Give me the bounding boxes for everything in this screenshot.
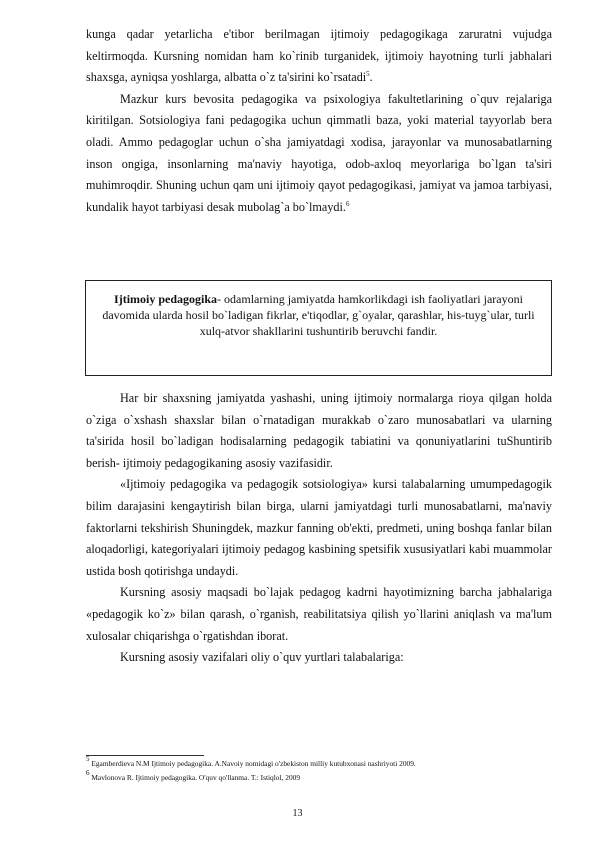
footnote-item: $^6$ Mavlonova R. Ijtimoiy pedagogika. O'quv qo'llanma. T.: Istiqlol, 2009 <box>86 769 301 782</box>
paragraph: Har bir shaxsning jamiyatda yashashi, uning ijtimoiy normalarga rioya qilgan holda o`ziga o`xshash shaxslar bilan o`rnatadigan murakkab o`zaro munosabatlari va ularning ta'sirida hosil bo`ladigan hodisalarning pedagogik tabiatini va qonuniyatlarini tuShuntirib berish- ijtimoiy pedagogikaning asosiy vazifasidir. <box>86 391 552 470</box>
paragraph: Kursning asosiy vazifalari oliy o`quv yurtlari talabalariga: <box>120 650 404 665</box>
footnote-ref[interactable]: 6 <box>345 199 350 208</box>
footnote-ref[interactable]: 5 <box>366 70 370 79</box>
paragraph: «Ijtimoiy pedagogika va pedagogik sotsiologiya» kursi talabalarning umumpedagogik bilim darajasini kengaytirish bilan birga, ularni jamiyatdagi turli munosabatlarni, ma'naviy faktorlarni tekshirish Shuningdek, mazkur fanning ob'ekti, predmeti, uning boshqa fanlar bilan aloqadorligi, kategoriyalari ijtimoiy pedagog kasbining spetsifik xususiyatlari kabi muammolar ustida bosh qotirishga undaydi. <box>86 477 552 578</box>
footnote-divider <box>86 755 204 756</box>
footnote-item: $^5$ Egamberdieva N.M Ijtimoiy pedagogika. A.Navoiy nomidagi o'zbekiston milliy kutubxonasi nashriyoti 2009. <box>86 755 416 768</box>
definition-text: - odamlarning jamiyatda hamkorlikdagi ish faoliyatlari jarayoni davomida ularda hosil bo`ladigan fikrlar, e'tiqodlar, g`oyalar, qarashlar, his-tuyg`ular, turli xulq-atvor shakllarini tushuntirib beruvchi fandir. <box>102 292 535 338</box>
paragraph: kunga qadar yetarlicha e'tibor berilmagan ijtimoiy pedagogikaga zaruratni vujudga keltirmoqda. Kursning nomidan ham ko`rinib turganidek, ijtimoiy hayotning turli jabhalari shaxsga, ayniqsa yoshlarga, albatta o`z ta'sirini ko`rsatadi$^5$. <box>86 27 552 85</box>
footnotes <box>86 757 556 785</box>
body-text-bottom <box>86 388 552 669</box>
definition-box <box>85 280 552 376</box>
paragraph: Kursning asosiy maqsadi bo`lajak pedagog kadrni hayotimizning barcha jabhalariga «pedagogik ko`z» bilan qarash, o`rganish, reabilitatsiya qilish yo`llarini aniqlash va ma'lum xulosalar chiqarishga o`rgatishdan iborat. <box>86 585 552 643</box>
page-number: 13 <box>292 808 303 819</box>
paragraph: Mazkur kurs bevosita pedagogika va psixologiya fakultetlarining o`quv rejalariga kiritilgan. Sotsiologiya fani pedagogika uchun qimmatli baza, yoki material tayyorlab bera oladi. Ammo pedagoglar uchun o`sha jamiyatdagi xodisa, jarayonlar va munosabatlarning inson ongiga, insonlarning ma'naviy hayotiga, odob-axloq meyorlariga bo`lgan ta'siri muhimroqdir. Shuning uchun qam uni ijtimoiy qayot pedagogikasi, jamiyat va jamoa tarbiyasi, kundalik hayot tarbiyasi desak mubolag`a bo`lmaydi.$^6$ <box>86 91 552 214</box>
definition-term: Ijtimoiy pedagogika <box>114 292 218 306</box>
body-text-top <box>86 24 552 218</box>
